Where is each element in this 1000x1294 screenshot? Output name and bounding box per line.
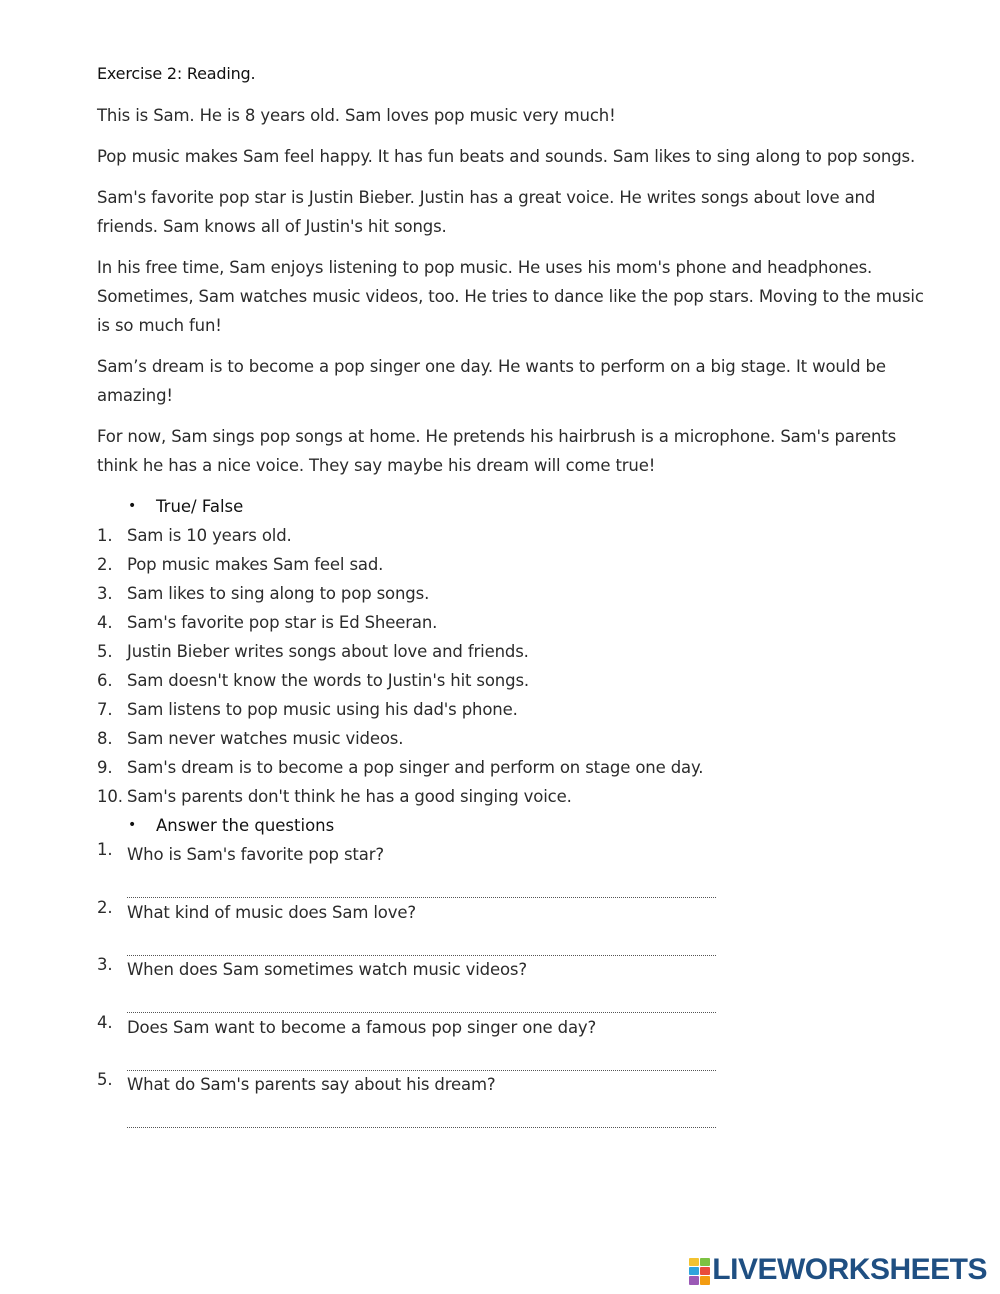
paragraph-line: Sam’s dream is to become a pop singer one day. He wants to perform on a big stage. It would be (97, 357, 886, 376)
true-false-item (97, 666, 937, 695)
paragraph-line: Sam's favorite pop star is Justin Bieber. Justin has a great voice. He writes songs about love and (97, 188, 876, 207)
statement-text: Sam is 10 years old. (127, 526, 292, 545)
answer-input[interactable] (127, 984, 716, 1013)
paragraph-line: This is Sam. He is 8 years old. Sam loves pop music very much! (97, 106, 616, 125)
true-false-heading (97, 492, 937, 521)
statement-text: Sam doesn't know the words to Justin's hit songs. (127, 671, 529, 690)
question-item (97, 1070, 937, 1128)
paragraph (97, 183, 937, 241)
question-text: What do Sam's parents say about his dream? (127, 1075, 496, 1094)
answer-input[interactable] (127, 927, 716, 956)
true-false-item (97, 695, 937, 724)
question-item (97, 955, 937, 1013)
worksheet-page (97, 60, 937, 1128)
paragraph-line: Sometimes, Sam watches music videos, too. He tries to dance like the pop stars. Moving to the music (97, 287, 924, 306)
item-number: 1. (97, 526, 113, 545)
item-number: 4. (97, 1012, 113, 1032)
logo-block (700, 1267, 710, 1275)
paragraph-line: think he has a nice voice. They say maybe his dream will come true! (97, 456, 656, 475)
paragraph-line: friends. Sam knows all of Justin's hit songs. (97, 217, 447, 236)
bullet-icon: • (128, 817, 137, 833)
questions-list (97, 840, 937, 1128)
paragraph (97, 142, 937, 171)
bullet-icon: • (128, 498, 137, 514)
item-number: 8. (97, 729, 113, 748)
answer-input[interactable] (127, 869, 716, 898)
question-text: Who is Sam's favorite pop star? (127, 845, 384, 864)
logo-block (700, 1276, 710, 1285)
liveworksheets-logo (689, 1253, 987, 1287)
item-number: 2. (97, 897, 113, 917)
question-item (97, 840, 937, 898)
question-text: What kind of music does Sam love? (127, 902, 416, 922)
true-false-item (97, 608, 937, 637)
item-number: 5. (97, 1070, 113, 1089)
statement-text: Sam likes to sing along to pop songs. (127, 584, 430, 603)
liveworksheets-mark-icon (689, 1258, 709, 1283)
logo-block (689, 1258, 699, 1266)
question-text: When does Sam sometimes watch music videos? (127, 960, 527, 979)
statement-text: Pop music makes Sam feel sad. (127, 555, 384, 574)
item-number: 3. (97, 955, 113, 974)
exercise-title: Exercise 2: Reading. (97, 64, 256, 83)
statement-text: Sam listens to pop music using his dad's phone. (127, 700, 518, 719)
reading-passage (97, 101, 937, 480)
true-false-item (97, 637, 937, 666)
logo-block (689, 1267, 699, 1275)
statement-text: Sam's dream is to become a pop singer and perform on stage one day. (127, 758, 704, 777)
true-false-item (97, 579, 937, 608)
true-false-item (97, 782, 937, 811)
statement-text: Sam never watches music videos. (127, 729, 404, 748)
question-item (97, 1013, 937, 1071)
true-false-item (97, 753, 937, 782)
paragraph-line: In his free time, Sam enjoys listening to pop music. He uses his mom's phone and headphones. (97, 258, 873, 277)
logo-text: LIVEWORKSHEETS (712, 1253, 987, 1286)
true-false-list (97, 521, 937, 811)
answer-input[interactable] (127, 1042, 716, 1071)
logo-block (700, 1258, 710, 1266)
statement-text: Sam's parents don't think he has a good singing voice. (127, 787, 572, 806)
item-number: 6. (97, 671, 113, 690)
item-number: 5. (97, 642, 113, 661)
true-false-item (97, 550, 937, 579)
item-number: 3. (97, 584, 113, 603)
paragraph-line: For now, Sam sings pop songs at home. He pretends his hairbrush is a microphone. Sam's parents (97, 427, 897, 446)
paragraph (97, 352, 937, 410)
question-item (97, 898, 937, 956)
true-false-item (97, 724, 937, 753)
statement-text: Sam's favorite pop star is Ed Sheeran. (127, 613, 438, 632)
item-number: 4. (97, 613, 113, 632)
item-number: 9. (97, 758, 113, 777)
paragraph-line: amazing! (97, 386, 173, 405)
paragraph-line: Pop music makes Sam feel happy. It has fun beats and sounds. Sam likes to sing along to pop songs. (97, 147, 916, 166)
paragraph (97, 253, 937, 340)
true-false-heading-text: True/ False (156, 497, 244, 516)
paragraph-line: is so much fun! (97, 316, 222, 335)
paragraph (97, 101, 937, 130)
item-number: 10. (97, 787, 123, 806)
questions-heading-text: Answer the questions (156, 816, 335, 835)
questions-heading (97, 811, 937, 840)
true-false-item (97, 521, 937, 550)
item-number: 7. (97, 700, 113, 719)
answer-input[interactable] (127, 1099, 716, 1128)
item-number: 1. (97, 840, 113, 859)
item-number: 2. (97, 555, 113, 574)
logo-block (689, 1276, 699, 1285)
paragraph (97, 422, 937, 480)
question-text: Does Sam want to become a famous pop singer one day? (127, 1017, 597, 1037)
statement-text: Justin Bieber writes songs about love and friends. (127, 642, 529, 661)
